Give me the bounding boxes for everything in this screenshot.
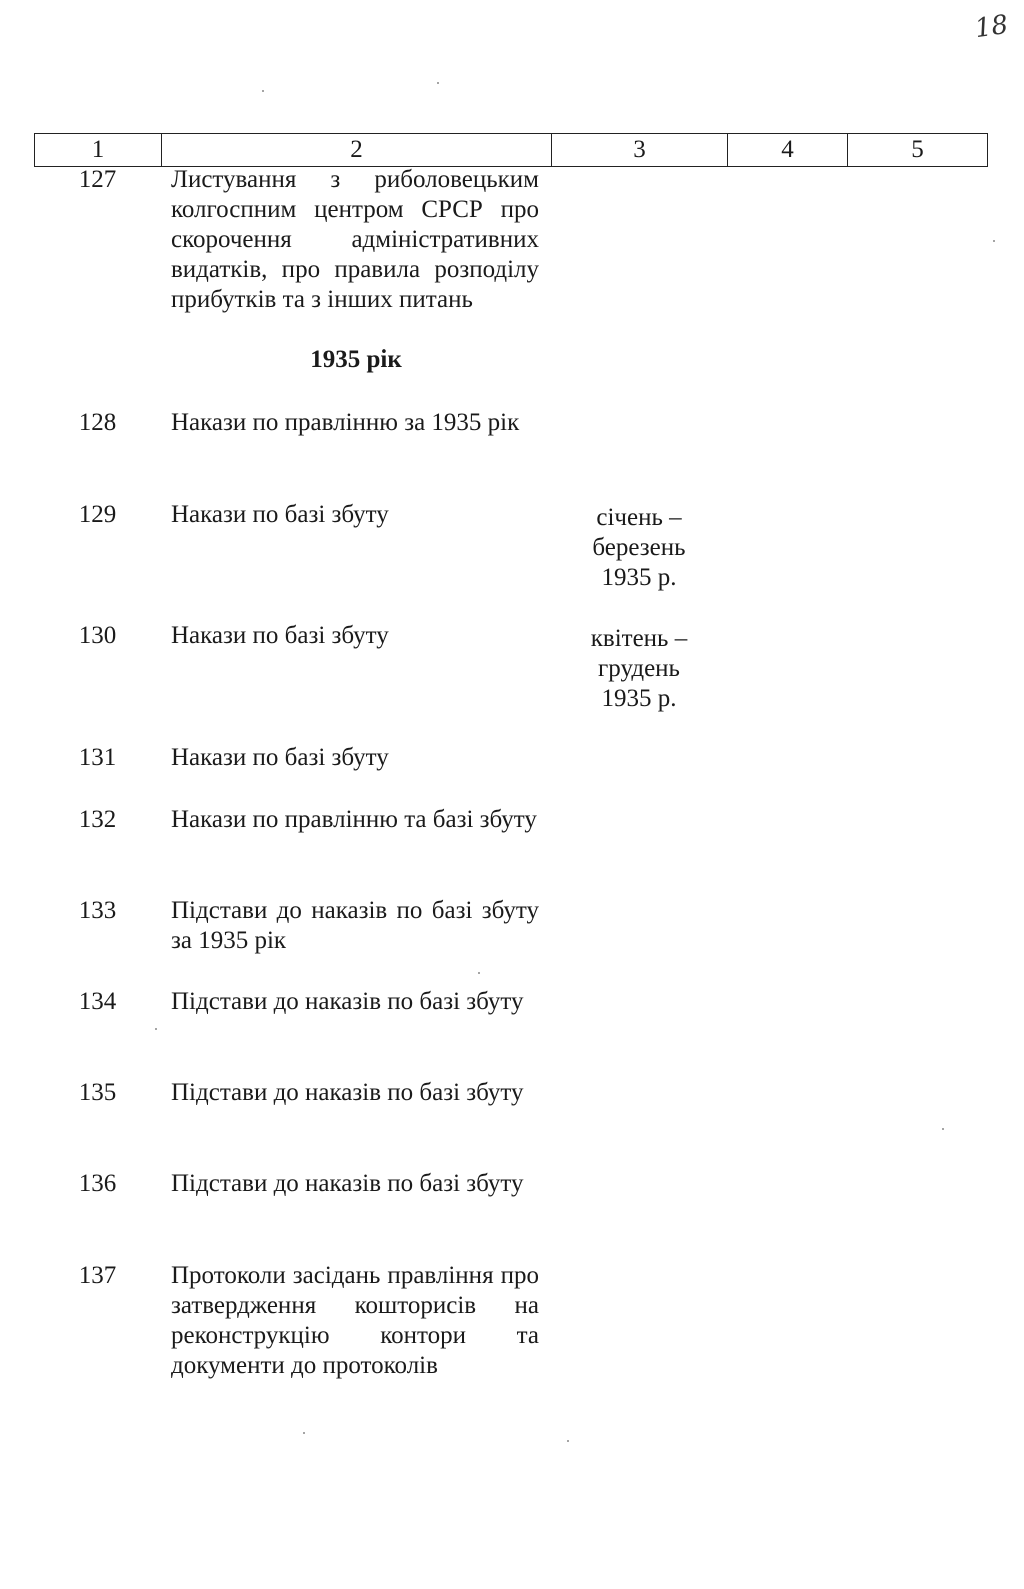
- entry-dates: [551, 503, 727, 593]
- header-col-1: 1: [35, 134, 162, 166]
- page-number: 18: [973, 9, 1011, 45]
- date-line: 1935 р.: [601, 564, 677, 591]
- header-col-5: 5: [911, 136, 924, 163]
- entry-number: 134: [78, 988, 117, 1015]
- entry-title: Протоколи засідань правління про затвердження кошторисів на реконструкцію контори та документи до протоколів: [171, 1262, 539, 1379]
- entry-number: 131: [78, 744, 117, 771]
- section-heading: 1935 рік: [310, 346, 402, 373]
- entry-title: Накази по базі збуту: [171, 501, 389, 528]
- table-header: [34, 133, 988, 167]
- scan-speck: [478, 972, 480, 974]
- scan-speck: [567, 1440, 569, 1442]
- entry-title: Накази по базі збуту: [171, 622, 389, 649]
- header-col-3: 3: [552, 134, 728, 166]
- scan-speck: [993, 240, 995, 242]
- date-line: січень –: [596, 504, 682, 531]
- entry-title: Підстави до наказів по базі збуту: [171, 1170, 524, 1197]
- entry-number: 136: [78, 1170, 117, 1197]
- entry-dates: [551, 624, 727, 714]
- entry-title: Накази по правлінню та базі збуту: [171, 806, 537, 833]
- entry-number: 135: [78, 1079, 117, 1106]
- date-line: грудень: [598, 655, 680, 682]
- entry-title: Підстави до наказів по базі збуту: [171, 1079, 524, 1106]
- entry-title: Накази по правлінню за 1935 рік: [171, 409, 520, 436]
- date-line: березень: [592, 534, 686, 561]
- scan-speck: [942, 1128, 944, 1130]
- entry-number: 132: [78, 806, 117, 833]
- date-line: квітень –: [590, 625, 688, 652]
- entry-title: Накази по базі збуту: [171, 744, 389, 771]
- header-col-2: 2: [162, 134, 552, 166]
- scan-speck: [262, 90, 264, 92]
- entry-number: 130: [78, 622, 117, 649]
- entry-title: Підстави до наказів по базі збуту за 1935 рік: [171, 897, 539, 954]
- entry-number: 129: [78, 501, 117, 528]
- entry-number: 127: [78, 166, 117, 193]
- date-line: 1935 р.: [601, 685, 677, 712]
- entry-title: Підстави до наказів по базі збуту: [171, 988, 524, 1015]
- entry-title: Листування з риболовецьким колгоспним центром СРСР про скорочення адміністративних видатків, про правила розподілу прибутків та з інших питань: [171, 166, 539, 313]
- entry-number: 128: [78, 409, 117, 436]
- scan-speck: [437, 82, 439, 84]
- scan-speck: [155, 1028, 157, 1030]
- header-col-4: 4: [728, 134, 848, 166]
- entry-number: 133: [78, 897, 117, 924]
- scan-speck: [303, 1432, 305, 1434]
- entry-number: 137: [78, 1262, 117, 1289]
